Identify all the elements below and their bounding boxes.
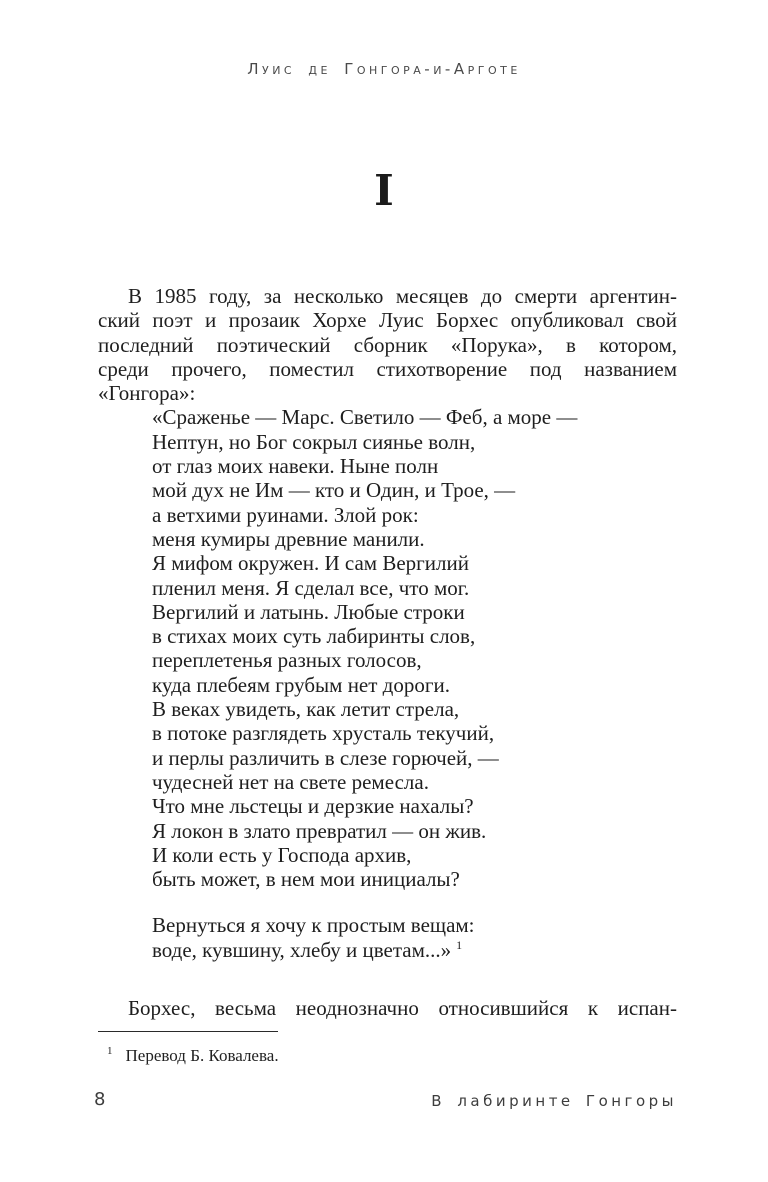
paragraph-line: «Гонгора»: [98,381,196,406]
poem-line: Что мне льстецы и дерзкие нахалы? [152,794,474,819]
poem-line: Я локон в злато превратил — он жив. [152,818,487,843]
poem-line: В веках увидеть, как летит стрела, [152,697,460,722]
running-head-text: Луис де Гонгора-и-Арготе [247,60,521,78]
paragraph-line: ский поэт и прозаик Хорхе Луис Борхес опубликовал свой [98,308,677,333]
paragraph-line: В 1985 году, за несколько месяцев до смерти аргентин- [128,284,677,308]
paragraph-after-poem [98,996,677,1020]
poem-line: мой дух не Им — кто и Один, и Трое, — [152,478,516,503]
poem-line: И коли есть у Господа архив, [152,842,412,867]
footnote-rule [98,1031,278,1032]
poem-stanza-1 [152,405,677,891]
poem-line: переплетенья разных голосов, [152,648,422,673]
poem-quotation [152,405,677,962]
poem-line: куда плебеям грубым нет дороги. [152,672,450,697]
poem-line: чудесней нет на свете ремесла. [152,769,429,794]
poem-line: пленил меня. Я сделал все, что мог. [152,575,470,600]
poem-line: Вергилий и латынь. Любые строки [152,599,465,624]
poem-line: «Сраженье — Марс. Светило — Феб, а море — [152,405,578,430]
footnote-marker: 1 [107,1045,113,1058]
running-foot: В лабиринте Гонгоры [431,1092,677,1110]
poem-line: быть может, в нем мои инициалы? [152,867,460,892]
footnote-reference: 1 [456,937,463,952]
footnote [98,1045,677,1067]
poem-line: в потоке разглядеть хрусталь текучий, [152,721,495,746]
footnote-text: Перевод Б. Ковалева. [125,1046,279,1065]
poem-line [152,938,677,962]
poem-line: Нептун, но Бог сокрыл сиянье волн, [152,429,476,454]
chapter-numeral: I [374,166,394,215]
paragraph-line: Борхес, весьма неоднозначно относившийся к испан- [128,996,677,1021]
poem-line: от глаз моих навеки. Ныне полн [152,454,439,479]
poem-line-text: воде, кувшину, хлебу и цветам...» [152,937,452,962]
page-number: 8 [94,1089,106,1110]
poem-line: меня кумиры древние манили. [152,526,425,551]
paragraph-line: среди прочего, поместил стихотворение под названием [98,356,677,381]
poem-line: и перлы различить в слезе горючей, — [152,745,499,770]
poem-line: в стихах моих суть лабиринты слов, [152,624,476,649]
poem-line: Вернуться я хочу к простым вещам: [152,913,475,938]
poem-line: Я мифом окружен. И сам Вергилий [152,551,469,576]
poem-stanza-2 [152,913,677,962]
footnote-area [98,1031,677,1067]
text-block [98,284,677,1020]
running-head [0,60,768,78]
paragraph-line: последний поэтический сборник «Порука», в котором, [98,332,677,357]
poem-line: а ветхими руинами. Злой рок: [152,502,419,527]
paragraph-intro [98,284,677,405]
